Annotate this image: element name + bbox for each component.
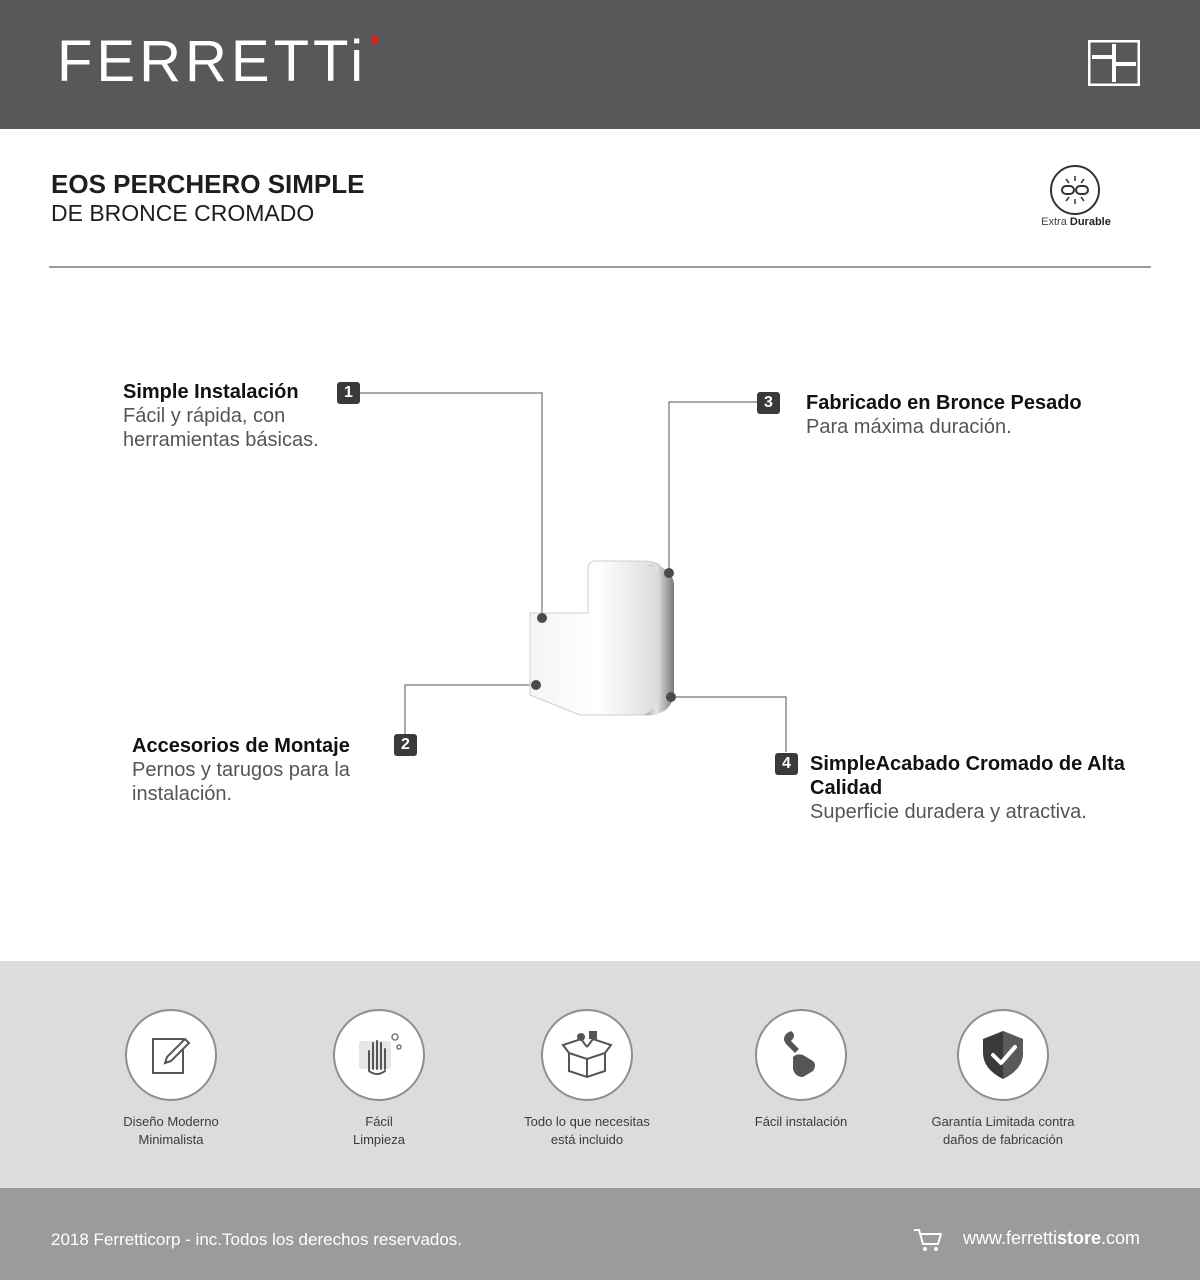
callout-number-2: 2 (394, 734, 417, 756)
callout-number-1: 1 (337, 382, 360, 404)
callout-description: Pernos y tarugos para la instalación. (132, 759, 350, 805)
callout-number-4: 4 (775, 753, 798, 775)
chrome-hook-product (520, 555, 690, 725)
copyright-text: 2018 Ferretticorp - inc.Todos los derechos reservados. (51, 1230, 463, 1249)
feature-label: Fácil instalación (754, 1114, 848, 1129)
callout-title: Simple Instalación (123, 381, 299, 403)
feature-icon-circle (541, 1009, 633, 1101)
callout-title: Accesorios de Montaje (132, 735, 350, 757)
ferretti-monogram-icon (1088, 40, 1140, 86)
badge-prefix: Extra (1041, 216, 1067, 228)
feature-icon-circle (125, 1009, 217, 1101)
shield-check-icon (975, 1027, 1031, 1083)
callout-title: SimpleAcabado Cromado de Alta Calidad (810, 753, 1125, 799)
badge-strong: Durable (1069, 216, 1111, 228)
feature-label: Garantía Limitada contra daños de fabricación (931, 1114, 1075, 1147)
brand-logo[interactable]: FERRETTi (57, 29, 368, 94)
callout-installation (123, 380, 353, 452)
callout-number-3: 3 (757, 392, 780, 414)
feature-label: Fácil Limpieza (352, 1114, 406, 1147)
feature-limited-warranty (913, 1009, 1093, 1149)
header-bar (0, 0, 1200, 129)
callout-description: Para máxima duración. (806, 416, 1012, 438)
callout-chrome-finish (810, 752, 1130, 824)
hand-clean-icon (351, 1027, 407, 1083)
extra-durable-badge (1030, 163, 1122, 235)
feature-icon-circle (957, 1009, 1049, 1101)
brand-accent-dot (371, 36, 378, 44)
title-divider (49, 266, 1151, 268)
feature-easy-cleaning (289, 1009, 469, 1149)
feature-icon-circle (755, 1009, 847, 1101)
store-url-bold: store (1056, 1228, 1101, 1248)
callout-description: Superficie duradera y atractiva. (810, 801, 1087, 823)
product-title: EOS PERCHERO SIMPLE (51, 169, 365, 199)
feature-label: Diseño Moderno Minimalista (123, 1114, 219, 1147)
open-box-icon (559, 1027, 615, 1083)
badge-label (1030, 216, 1122, 228)
shopping-cart-icon (913, 1228, 943, 1252)
store-url-prefix: www.ferretti (962, 1228, 1057, 1248)
feature-icon-circle (333, 1009, 425, 1101)
product-subtitle: DE BRONCE CROMADO (51, 200, 315, 226)
features-band (0, 961, 1200, 1188)
chain-link-icon (1050, 165, 1100, 215)
callout-title: Fabricado en Bronce Pesado (806, 392, 1082, 414)
callout-description: Fácil y rápida, con herramientas básicas. (123, 405, 319, 451)
feature-easy-installation (711, 1009, 891, 1131)
footer-bar (0, 1188, 1200, 1280)
callout-heavy-bronze (806, 391, 1126, 439)
store-url-suffix: .com (1100, 1228, 1140, 1248)
feature-modern-design (81, 1009, 261, 1149)
store-link[interactable] (963, 1228, 1140, 1249)
pencil-edit-icon (143, 1027, 199, 1083)
wrench-hand-icon (773, 1027, 829, 1083)
feature-all-included (497, 1009, 677, 1149)
feature-label: Todo lo que necesitas está incluido (524, 1114, 650, 1147)
callout-mounting-accessories (132, 734, 392, 806)
